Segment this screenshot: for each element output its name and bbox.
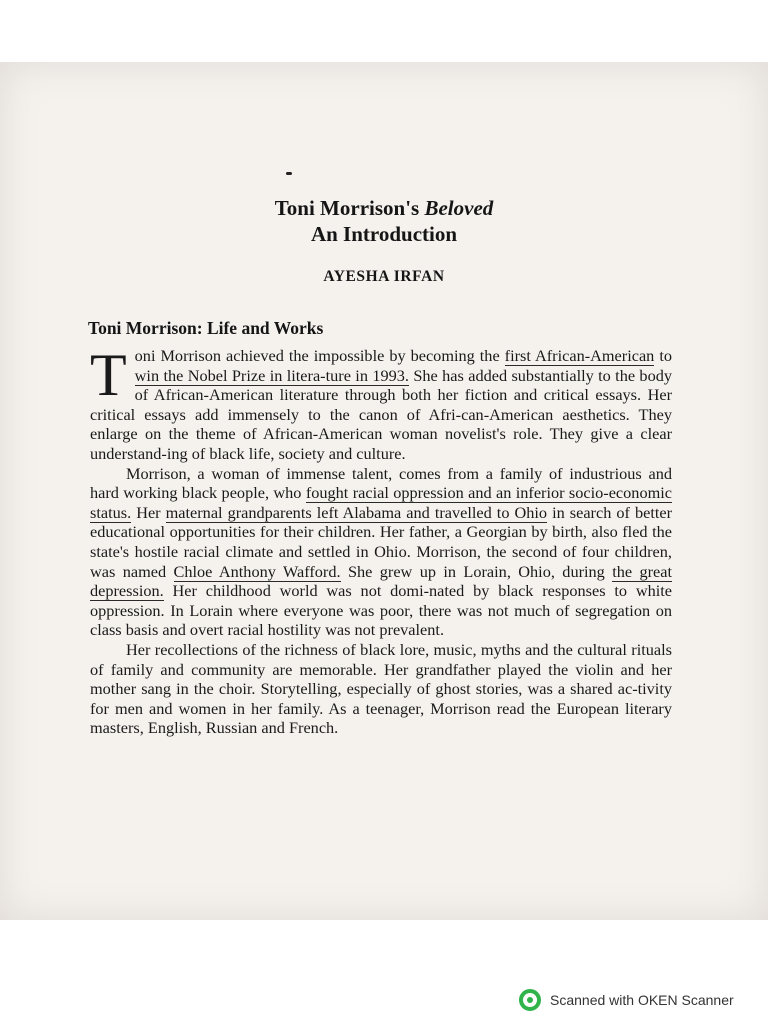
scanner-watermark	[518, 988, 734, 1012]
section-heading: Toni Morrison: Life and Works	[88, 318, 324, 338]
underlined-text: maternal grandparents left Alabama and travelled to Ohio	[165, 502, 548, 522]
body-text	[90, 342, 673, 738]
ink-dot-mark	[286, 172, 292, 175]
page-subtitle: An Introduction	[310, 222, 458, 246]
paragraph-1: Toni Morrison achieved the impossible by becoming the first African-American to win the Nobel Prize in litera-ture in 1993. She has added substantially to the body of African-American literature through both her fiction and critical essays. Her critical essays add immensely to the canon of Afri-can-American aesthetics. They enlarge on the theme of African-American woman novelist's role. They give a clear understand-ing of black life, society and culture.	[90, 342, 672, 463]
underlined-text: the great depression.	[90, 561, 673, 601]
underlined-text: first African-American	[504, 346, 655, 365]
underlined-text: Chloe Anthony Wafford.	[173, 561, 341, 581]
scanner-watermark-text: Scanned with OKEN Scanner	[550, 992, 734, 1008]
paragraph-3: Her recollections of the richness of black lore, music, myths and the cultural rituals of family and community are memorable. Her grandfather played the violin and her mother sang in the choir. Storytelling, especially of ghost stories, was a shared ac-tivity for men and women in her family. As a teenager, Morrison read the European literary masters, English, Russian and French.	[90, 639, 672, 738]
underlined-text: fought racial oppression and an inferior socio-economic status.	[90, 483, 672, 522]
paragraph-2: Morrison, a woman of immense talent, comes from a family of industrious and hard working black people, who fought racial oppression and an inferior socio-economic status. Her maternal grandparents left Alabama and travelled to Ohio in search of better educational opportunities for their children. Her father, a Georgian by birth, also fled the state's hostile racial climate and settled in Ohio. Morrison, the second of four children, was named Chloe Anthony Wafford. She grew up in Lorain, Ohio, during the great depression. Her childhood world was not domi-nated by black responses to white oppression. In Lorain where everyone was poor, there was not much of segregation on class basis and overt racial hostility was not prevalent.	[90, 463, 673, 640]
oken-scanner-logo-icon	[518, 988, 542, 1012]
author-name: AYESHA IRFAN	[323, 268, 445, 285]
drop-cap: T	[90, 342, 127, 408]
underlined-text: win the Nobel Prize in litera-ture in 1993.	[134, 365, 409, 385]
page-title: Toni Morrison's Beloved	[274, 196, 494, 220]
